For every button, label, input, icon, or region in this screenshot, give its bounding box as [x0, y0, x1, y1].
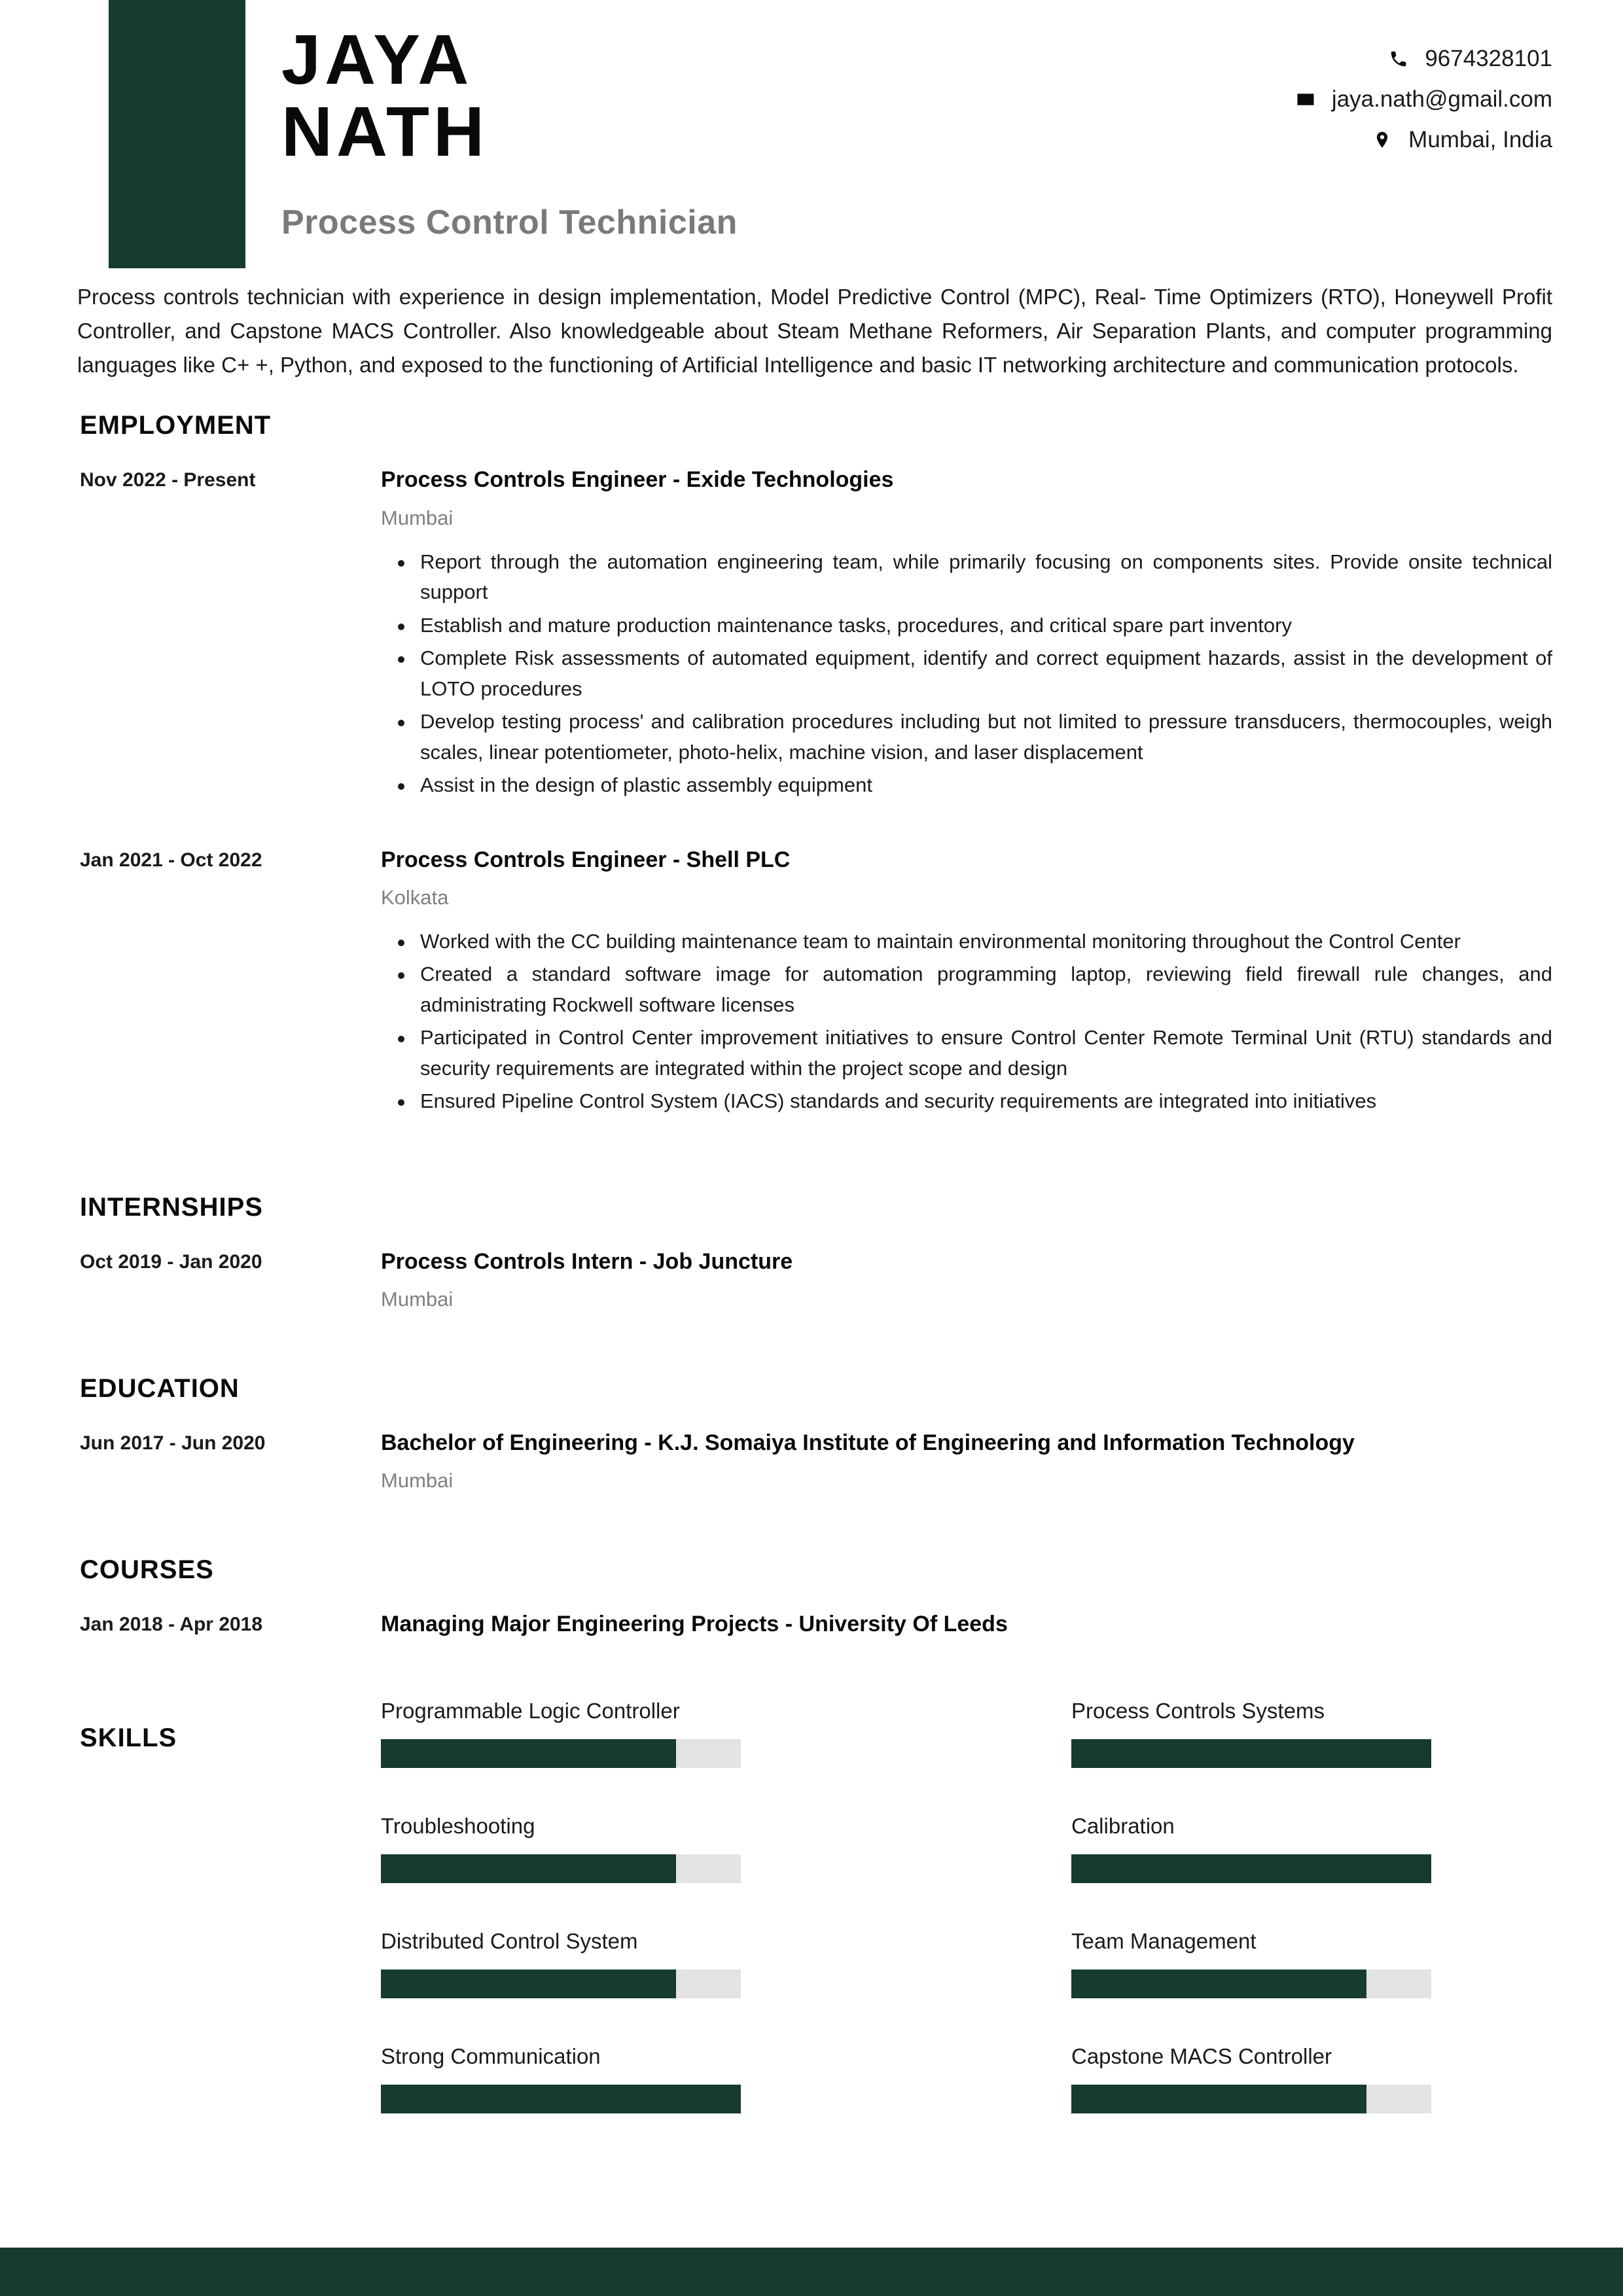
section-title-education: EDUCATION — [80, 1373, 240, 1403]
skill-progress-track — [381, 1969, 741, 1998]
skill-item — [381, 2044, 862, 2113]
skill-progress-fill — [381, 1854, 676, 1883]
entry-role: Bachelor of Engineering - K.J. Somaiya Institute of Engineering and Information Technology — [381, 1430, 1355, 1455]
skill-progress-track — [1071, 1969, 1431, 1998]
entry-body — [381, 1247, 1552, 1311]
last-name: NATH — [281, 92, 488, 171]
footer-accent-bar — [0, 2248, 1623, 2296]
entry-role: Process Controls Engineer - Exide Technologies — [381, 467, 894, 493]
skill-item — [1071, 2044, 1552, 2113]
entry-date: Oct 2019 - Jan 2020 — [80, 1250, 262, 1273]
bullet-item: Establish and mature production maintenance tasks, procedures, and critical spare part inventory — [418, 610, 1552, 641]
skills-grid — [381, 1699, 1552, 2113]
entry-role: Process Controls Intern - Job Juncture — [381, 1248, 793, 1274]
entry-date: Nov 2022 - Present — [80, 469, 256, 491]
skill-label: Troubleshooting — [381, 1814, 535, 1839]
bullet-item: Assist in the design of plastic assembly equipment — [418, 770, 1552, 801]
skill-progress-fill — [381, 2085, 741, 2113]
entry-bullet-list — [381, 547, 1552, 801]
skill-label: Programmable Logic Controller — [381, 1699, 680, 1723]
bullet-item: Ensured Pipeline Control System (IACS) standards and security requirements are integrated into initiatives — [418, 1086, 1552, 1117]
skill-item — [381, 1929, 862, 1998]
section-internships — [0, 1193, 1623, 1311]
section-employment — [0, 411, 1623, 1119]
skill-progress-fill — [381, 1739, 676, 1768]
skill-progress-track — [1071, 1854, 1431, 1883]
contact-phone — [1294, 46, 1552, 72]
entry-date: Jun 2017 - Jun 2020 — [80, 1432, 266, 1454]
skill-progress-fill — [381, 1969, 676, 1998]
skill-progress-fill — [1071, 2085, 1366, 2113]
skill-label: Calibration — [1071, 1814, 1175, 1839]
skill-progress-fill — [1071, 1969, 1366, 1998]
entry-body — [381, 1428, 1552, 1492]
contact-email-value: jaya.nath@gmail.com — [1331, 86, 1552, 112]
section-skills — [0, 1699, 1623, 2113]
resume-header — [0, 0, 1623, 275]
internship-entry — [0, 1247, 1623, 1311]
entry-bullet-list — [381, 927, 1552, 1117]
skill-item — [1071, 1814, 1552, 1883]
skill-item — [381, 1814, 862, 1883]
section-title-skills: SKILLS — [80, 1723, 177, 1753]
skill-progress-fill — [1071, 1854, 1431, 1883]
job-title: Process Control Technician — [281, 203, 738, 242]
entry-location: Mumbai — [381, 506, 454, 529]
skill-progress-track — [1071, 1739, 1431, 1768]
skill-item — [1071, 1699, 1552, 1768]
contact-location-value: Mumbai, India — [1408, 127, 1552, 152]
skill-label: Process Controls Systems — [1071, 1699, 1325, 1723]
contact-location — [1294, 127, 1552, 153]
location-pin-icon — [1370, 128, 1394, 152]
section-title-employment: EMPLOYMENT — [80, 411, 272, 440]
phone-icon — [1387, 47, 1410, 71]
entry-role: Managing Major Engineering Projects - University Of Leeds — [381, 1612, 1008, 1637]
skill-progress-track — [381, 1739, 741, 1768]
section-education — [0, 1374, 1623, 1492]
section-title-internships: INTERNSHIPS — [80, 1192, 263, 1222]
skill-progress-track — [381, 1854, 741, 1883]
entry-date: Jan 2021 - Oct 2022 — [80, 849, 262, 871]
bullet-item: Report through the automation engineering team, while primarily focusing on components sites. Provide onsite technical support — [418, 547, 1552, 608]
course-entry — [0, 1610, 1623, 1638]
skill-progress-fill — [1071, 1739, 1431, 1768]
entry-body — [381, 1610, 1552, 1638]
skill-label: Distributed Control System — [381, 1929, 638, 1954]
employment-entry — [0, 465, 1623, 803]
section-courses — [0, 1555, 1623, 1638]
bullet-item: Complete Risk assessments of automated equipment, identify and correct equipment hazards, assist in the development of LOTO procedures — [418, 643, 1552, 704]
professional-summary: Process controls technician with experience in design implementation, Model Predictive Control (MPC), Real- Time Optimizers (RTO), Honeywell Profit Controller, and Capstone MACS Controller. Also knowledgeable about Steam Methane Reformers, Air Separation Plants, and computer programming languages like C+ +, Python, and exposed to the functioning of Artificial Intelligence and basic IT networking architecture and communication protocols. — [77, 285, 1552, 378]
education-entry — [0, 1428, 1623, 1492]
contact-block — [1294, 46, 1552, 168]
header-name-block — [281, 20, 738, 242]
header-accent-bar — [109, 0, 245, 268]
entry-location: Mumbai — [381, 1287, 454, 1311]
entry-body — [381, 845, 1552, 1120]
skill-label: Team Management — [1071, 1929, 1257, 1954]
email-icon — [1294, 88, 1317, 111]
skill-item — [1071, 1929, 1552, 1998]
bullet-item: Created a standard software image for automation programming laptop, reviewing field firewall rule changes, and administrating Rockwell software licenses — [418, 959, 1552, 1020]
skill-item — [381, 1699, 862, 1768]
section-title-courses: COURSES — [80, 1555, 214, 1585]
skill-label: Strong Communication — [381, 2044, 601, 2069]
entry-location: Kolkata — [381, 885, 449, 909]
contact-phone-value: 9674328101 — [1425, 46, 1552, 71]
bullet-item: Worked with the CC building maintenance team to maintain environmental monitoring throughout the Control Center — [418, 927, 1552, 957]
skill-progress-track — [1071, 2085, 1431, 2113]
bullet-item: Participated in Control Center improvement initiatives to ensure Control Center Remote Terminal Unit (RTU) standards and security requirements are integrated within the project scope and design — [418, 1023, 1552, 1084]
contact-email — [1294, 86, 1552, 113]
employment-entry — [0, 845, 1623, 1120]
first-name: JAYA — [281, 20, 473, 99]
entry-role: Process Controls Engineer - Shell PLC — [381, 847, 791, 872]
entry-location: Mumbai — [381, 1469, 454, 1492]
bullet-item: Develop testing process' and calibration procedures including but not limited to pressure transducers, thermocouples, weigh scales, linear potentiometer, photo-helix, machine vision, and laser displacement — [418, 707, 1552, 768]
skill-progress-track — [381, 2085, 741, 2113]
skill-label: Capstone MACS Controller — [1071, 2044, 1332, 2069]
entry-date: Jan 2018 - Apr 2018 — [80, 1614, 263, 1636]
entry-body — [381, 465, 1552, 803]
